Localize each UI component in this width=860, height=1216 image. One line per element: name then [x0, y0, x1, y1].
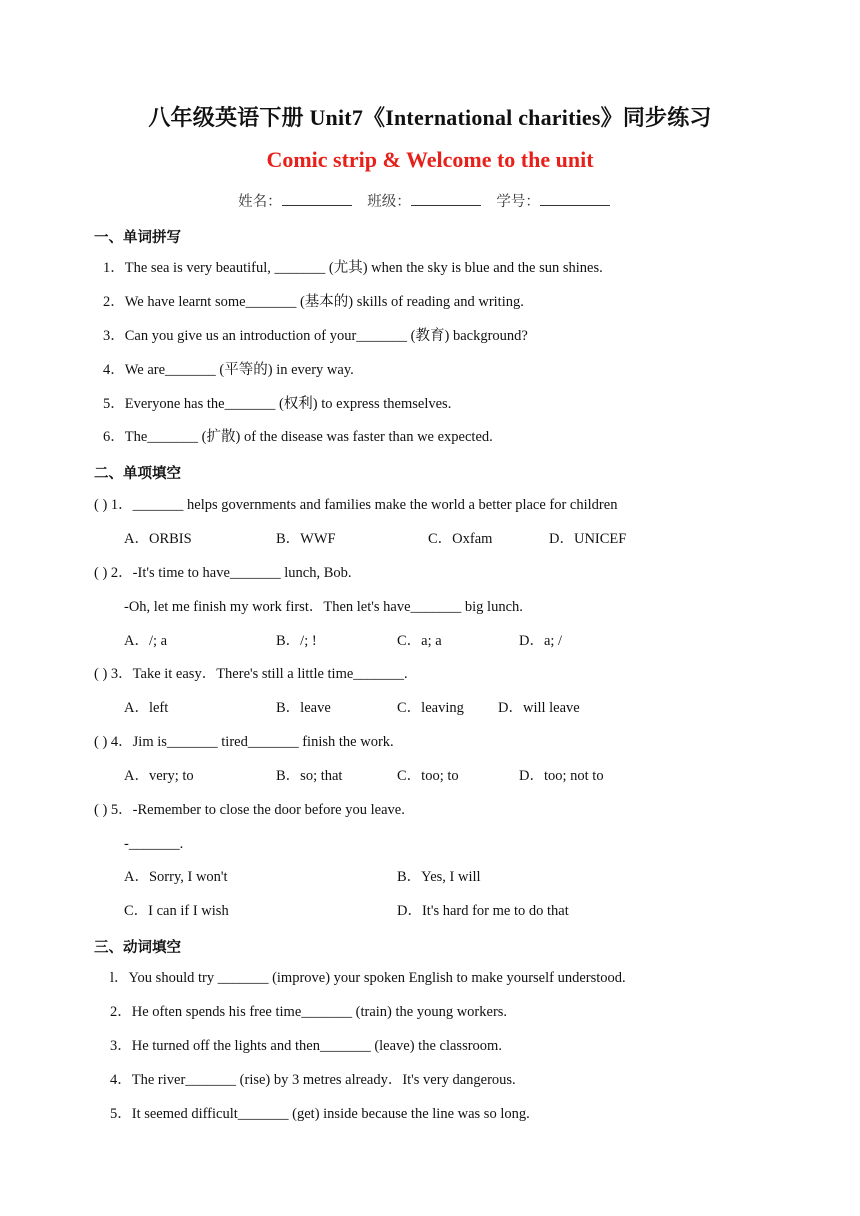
name-label: 姓名：: [238, 194, 282, 210]
class-blank[interactable]: [411, 193, 481, 206]
page-title: 八年级英语下册 Unit7《International charities》同步练习: [148, 105, 712, 130]
section-heading-verb-fill: 三、动词填空: [94, 940, 181, 956]
option-c[interactable]: C．Oxfam: [428, 531, 493, 547]
question-stem-continued: -_______.: [124, 836, 184, 852]
question-stem-continued: -Oh, let me finish my work first．Then let's have_______ big lunch.: [124, 599, 523, 615]
option-d[interactable]: D．It's hard for me to do that: [397, 903, 569, 919]
option-c[interactable]: C．too; to: [397, 768, 459, 784]
option-b[interactable]: B．so; that: [276, 768, 343, 784]
name-blank[interactable]: [282, 193, 352, 206]
page-subtitle: Comic strip & Welcome to the unit: [266, 147, 594, 172]
option-c[interactable]: C．I can if I wish: [124, 903, 229, 919]
student-info-row: [0, 190, 860, 211]
option-a[interactable]: A．ORBIS: [124, 531, 192, 547]
verb-item: 5．It seemed difficult_______ (get) inside because the line was so long.: [110, 1106, 530, 1122]
question-stem: ( ) 5．-Remember to close the door before you leave.: [94, 802, 405, 818]
section-heading-multiple-choice: 二、单项填空: [94, 466, 181, 482]
option-a[interactable]: A．Sorry, I won't: [124, 869, 228, 885]
option-b[interactable]: B．leave: [276, 700, 331, 716]
option-d[interactable]: D．a; /: [519, 633, 563, 649]
option-b[interactable]: B．Yes, I will: [397, 869, 481, 885]
spelling-item: 5．Everyone has the_______ (权利) to express themselves.: [103, 396, 452, 412]
spelling-item: 1．The sea is very beautiful, _______ (尤其) when the sky is blue and the sun shines.: [103, 260, 603, 276]
option-c[interactable]: C．a; a: [397, 633, 442, 649]
option-b[interactable]: B．WWF: [276, 531, 336, 547]
verb-item: 2．He often spends his free time_______ (train) the young workers.: [110, 1004, 508, 1020]
option-d[interactable]: D．will leave: [498, 700, 580, 716]
option-d[interactable]: D．too; not to: [519, 768, 604, 784]
class-label: 班级：: [367, 194, 411, 210]
verb-item: 3．He turned off the lights and then_______ (leave) the classroom.: [110, 1038, 502, 1054]
question-stem: ( ) 3．Take it easy．There's still a little time_______.: [94, 666, 408, 682]
verb-item: 4．The river_______ (rise) by 3 metres already．It's very dangerous.: [110, 1072, 516, 1088]
section-heading-spelling: 一、单词拼写: [94, 230, 181, 246]
id-label: 学号：: [496, 194, 540, 210]
question-stem: ( ) 2．-It's time to have_______ lunch, Bob.: [94, 565, 352, 581]
option-a[interactable]: A．left: [124, 700, 169, 716]
verb-item: l．You should try _______ (improve) your spoken English to make yourself understood.: [110, 970, 626, 986]
option-a[interactable]: A．very; to: [124, 768, 194, 784]
option-a[interactable]: A．/; a: [124, 633, 168, 649]
option-b[interactable]: B．/; !: [276, 633, 317, 649]
spelling-item: 2．We have learnt some_______ (基本的) skills of reading and writing.: [103, 294, 524, 310]
spelling-item: 3．Can you give us an introduction of your_______ (教育) background?: [103, 328, 528, 344]
question-stem: ( ) 4．Jim is_______ tired_______ finish the work.: [94, 734, 394, 750]
question-stem: ( ) 1．_______ helps governments and families make the world a better place for children: [94, 497, 618, 513]
option-d[interactable]: D．UNICEF: [549, 531, 627, 547]
spelling-item: 4．We are_______ (平等的) in every way.: [103, 362, 354, 378]
option-c[interactable]: C．leaving: [397, 700, 464, 716]
spelling-item: 6．The_______ (扩散) of the disease was faster than we expected.: [103, 429, 493, 445]
id-blank[interactable]: [540, 193, 610, 206]
